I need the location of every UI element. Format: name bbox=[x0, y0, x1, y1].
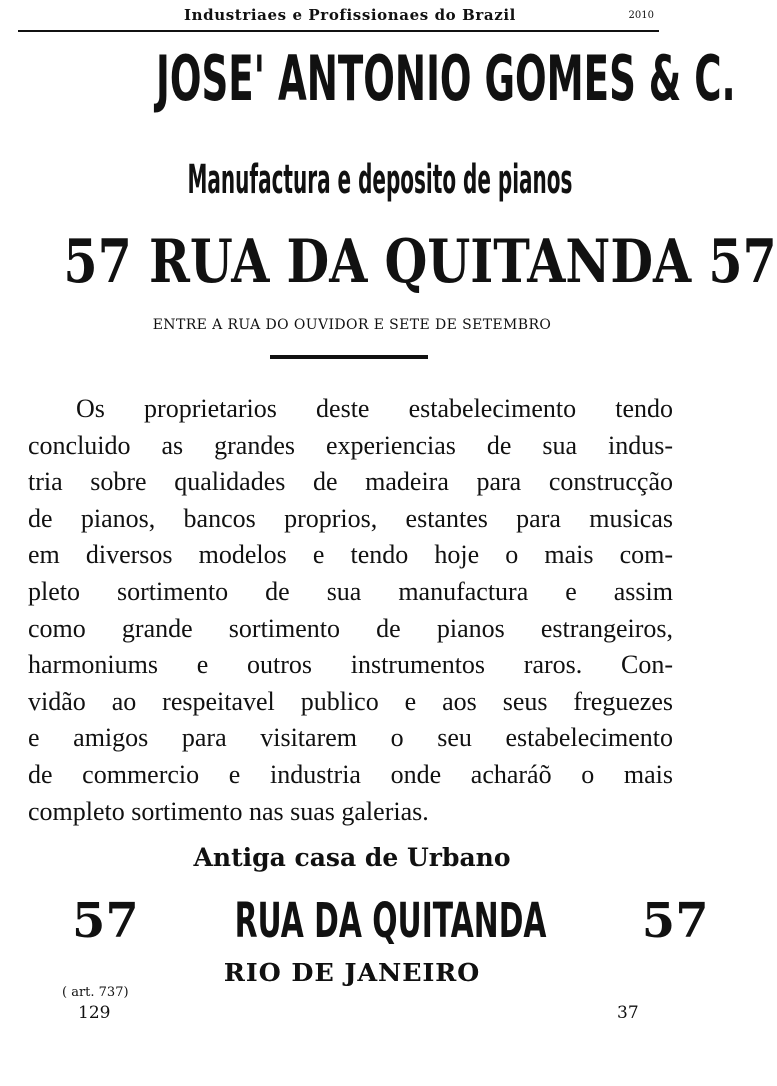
article-reference: ( art. 737) bbox=[62, 985, 129, 1000]
bottom-street: RUA DA QUITANDA bbox=[234, 893, 547, 949]
body-line: completo sortimento nas suas galerias. bbox=[28, 796, 429, 826]
header-rule bbox=[18, 30, 659, 32]
body-line: e amigos para visitarem o seu estabelecimento bbox=[28, 723, 673, 753]
page-reference: 2010 bbox=[628, 10, 654, 21]
footer-right-number: 37 bbox=[617, 1003, 639, 1023]
divider-rule bbox=[270, 355, 428, 359]
footer-left-number: 129 bbox=[78, 1003, 111, 1023]
body-line: como grande sortimento de pianos estrangeiros, bbox=[28, 613, 673, 643]
street-address: 57 RUA DA QUITANDA 57 bbox=[63, 227, 777, 297]
firm-name: JOSE' ANTONIO GOMES & C. bbox=[156, 42, 736, 115]
bottom-left-number: 57 bbox=[72, 893, 139, 949]
body-paragraph bbox=[28, 391, 673, 830]
body-line: de commercio e industria onde acharáõ o mais bbox=[28, 759, 673, 789]
body-line: Os proprietarios deste estabelecimento tendo bbox=[76, 394, 673, 423]
body-line: harmoniums e outros instrumentos raros. Con- bbox=[28, 650, 673, 680]
former-house-note: Antiga casa de Urbano bbox=[193, 843, 511, 872]
cross-streets: ENTRE A RUA DO OUVIDOR E SETE DE SETEMBRO bbox=[152, 317, 552, 333]
body-line: tria sobre qualidades de madeira para construcção bbox=[28, 467, 673, 497]
running-head: Industriaes e Profissionaes do Brazil bbox=[184, 6, 516, 24]
city-label: RIO DE JANEIRO bbox=[223, 958, 481, 987]
body-line: em diversos modelos e tendo hoje o mais com- bbox=[28, 540, 673, 570]
body-line: vidão ao respeitavel publico e aos seus freguezes bbox=[28, 686, 673, 716]
city-name bbox=[0, 958, 704, 987]
body-line: pleto sortimento de sua manufactura e assim bbox=[28, 576, 673, 606]
bottom-address bbox=[72, 893, 709, 949]
body-line: concluido as grandes experiencias de sua indus- bbox=[28, 430, 673, 460]
body-line: de pianos, bancos proprios, estantes para musicas bbox=[28, 503, 673, 533]
bottom-right-number: 57 bbox=[641, 893, 709, 949]
business-subtitle: Manufactura e deposito de pianos bbox=[187, 157, 573, 203]
